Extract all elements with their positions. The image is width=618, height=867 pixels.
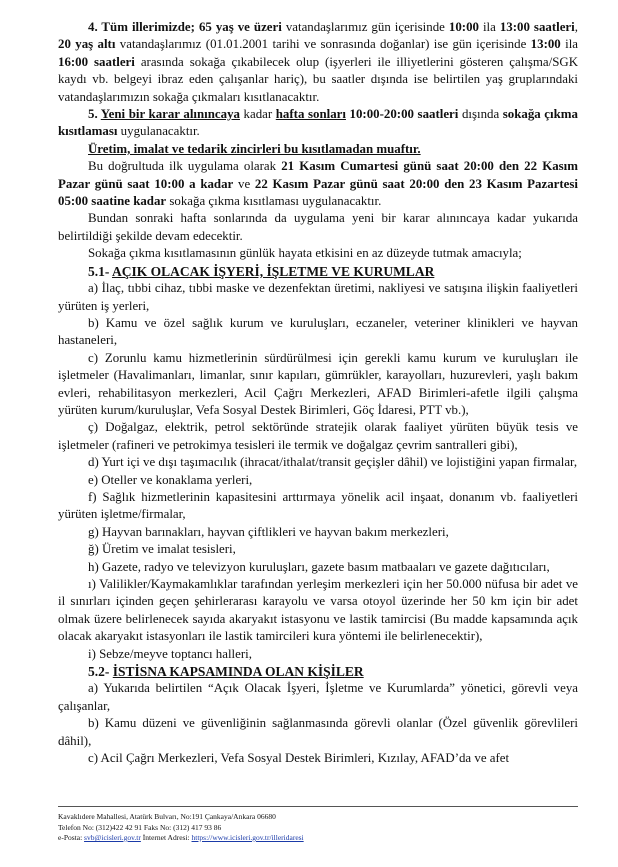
paragraph-4: 4. Tüm illerimizde; 65 yaş ve üzeri vatandaşlarımız gün içerisinde 10:00 ila 13:00 saatleri, 20 yaş altı vatandaşlarımız (01.01.2001 tarihi ve sonrasında doğanlar) ise gün içerisinde 13:00 ila 16:00 saatleri arasında sokağa çıkabilecek olup (işyerleri ile illiyetlerini gösteren çalışma/SGK kaydı vb. belgeyi ibraz eden çalışanlar hariç), bu saatler dışında ise belirtilen yaş gruplarındaki vatandaşlarımızın sokağa çıkmaları kısıtlanacaktır. bbox=[58, 20, 579, 104]
list-item: ı) Valilikler/Kaymakamlıklar tarafından yerleşim merkezleri için her 50.000 nüfusa bir adet ve il sınırları içinden geçen şehirlerarası karayolu ve varsa otoyol üzerinde her 50 km için bir adet olmak üzere belirlenecek sayıda akaryakıt istasyonu ve lastik tamircisi (Bu madde kapsamında açık olacak akaryakıt istasyonları ile lastik tamircileri kura yöntemi ile belirlenecektir), bbox=[58, 577, 578, 644]
list-item: b) Kamu ve özel sağlık kurum ve kuruluşları, eczaneler, veteriner klinikleri ve hayvan hastaneleri, bbox=[58, 315, 578, 348]
paragraph-sokaga-cikma: Sokağa çıkma kısıtlamasının günlük hayata etkisini en az düzeyde tutmak amacıyla; bbox=[88, 246, 522, 261]
list-item: a) Yukarıda belirtilen “Açık Olacak İşyeri, İşletme ve Kurumlarda” yönetici, görevli veya çalışanlar, bbox=[58, 681, 578, 713]
paragraph-ilk-uygulama: Bu doğrultuda ilk uygulama olarak 21 Kasım Cumartesi günü saat 20:00 den 22 Kasım Pazar günü saat 10:00 a kadar ve 22 Kasım Pazar günü saat 20:00 den 23 Kasım Pazartesi 05:00 saatine kadar sokağa çıkma kısıtlaması uygulanacaktır. bbox=[58, 159, 579, 209]
list-item: b) Kamu düzeni ve güvenliğinin sağlanmasında görevli olanlar (Özel güvenlik görevlileri dâhil), bbox=[58, 716, 578, 748]
list-item: d) Yurt içi ve dışı taşımacılık (ihracat/ithalat/transit geçişler dâhil) ve lojistiğini yapan firmalar, bbox=[88, 455, 578, 470]
list-item: f) Sağlık hizmetlerinin kapasitesini arttırmaya yönelik acil inşaat, donanım vb. faaliyetleri yürüten işletme/firmalar, bbox=[58, 489, 578, 522]
section-5-2-heading: 5.2- İSTİSNA KAPSAMINDA OLAN KİŞİLER bbox=[88, 664, 364, 680]
list-item: h) Gazete, radyo ve televizyon kuruluşları, gazete basım matbaaları ve gazete dağıtıcıları, bbox=[88, 559, 550, 574]
list-item: c) Acil Çağrı Merkezleri, Vefa Sosyal Destek Birimleri, Kızılay, AFAD’da ve afet bbox=[88, 751, 510, 766]
footer-phone: Telefon No: (312)422 42 91 Faks No: (312) 417 93 86 bbox=[58, 822, 222, 832]
document-body bbox=[58, 0, 578, 767]
website-link[interactable]: https://www.icisleri.gov.tr/illeridaresi bbox=[191, 833, 304, 842]
list-item: i) Sebze/meyve toptancı halleri, bbox=[88, 646, 252, 661]
list-item: c) Zorunlu kamu hizmetlerinin sürdürülmesi için gerekli kamu kurum ve kuruluşları ile işletmeler (Havalimanları, limanlar, sınır kapıları, gümrükler, karayolları, huzurevleri, yaşlı bakım evleri, rehabilitasyon merkezleri, Acil Çağrı Merkezleri, AFAD Birimleri-afetle ilgili çalışma yürüten kurum/kuruluşlar, Vefa Sosyal Destek Birimleri, Göç İdaresi, PTT vb.), bbox=[58, 350, 578, 417]
footer-contact: e-Posta: svb@icisleri.gov.tr İnternet Adresi: https://www.icisleri.gov.tr/illeridaresi bbox=[58, 833, 304, 842]
page-footer bbox=[58, 806, 578, 844]
paragraph-uretim: Üretim, imalat ve tedarik zincirleri bu kısıtlamadan muaftır. bbox=[88, 141, 421, 156]
footer-address: Kavaklıdere Mahallesi, Atatürk Bulvarı, No:191 Çankaya/Ankara 06680 bbox=[58, 812, 276, 821]
list-item: a) İlaç, tıbbi cihaz, tıbbi maske ve dezenfektan üretimi, nakliyesi ve satışına ilişkin faaliyetleri yürüten iş yerleri, bbox=[58, 281, 578, 313]
list-item: g) Hayvan barınakları, hayvan çiftlikleri ve hayvan bakım merkezleri, bbox=[88, 524, 449, 539]
list-item: e) Oteller ve konaklama yerleri, bbox=[88, 472, 253, 487]
paragraph-bundan-sonra: Bundan sonraki hafta sonlarında da uygulama yeni bir karar alınıncaya kadar yukarıda belirtildiği şekilde devam edecektir. bbox=[58, 211, 578, 243]
list-item: ğ) Üretim ve imalat tesisleri, bbox=[88, 542, 236, 557]
section-5-1-heading: 5.1- AÇIK OLACAK İŞYERİ, İŞLETME VE KURUMLAR bbox=[88, 263, 435, 279]
list-item: ç) Doğalgaz, elektrik, petrol sektöründe stratejik olarak faaliyet yürüten büyük tesis ve işletmeler (rafineri ve petrokimya tesisleri ile termik ve doğalgaz çevrim santralleri gibi), bbox=[58, 420, 578, 452]
email-link[interactable]: svb@icisleri.gov.tr bbox=[84, 833, 141, 842]
paragraph-5: 5. Yeni bir karar alınıncaya kadar hafta sonları 10:00-20:00 saatleri dışında sokağa çıkma kısıtlaması uygulanacaktır. bbox=[58, 107, 578, 139]
